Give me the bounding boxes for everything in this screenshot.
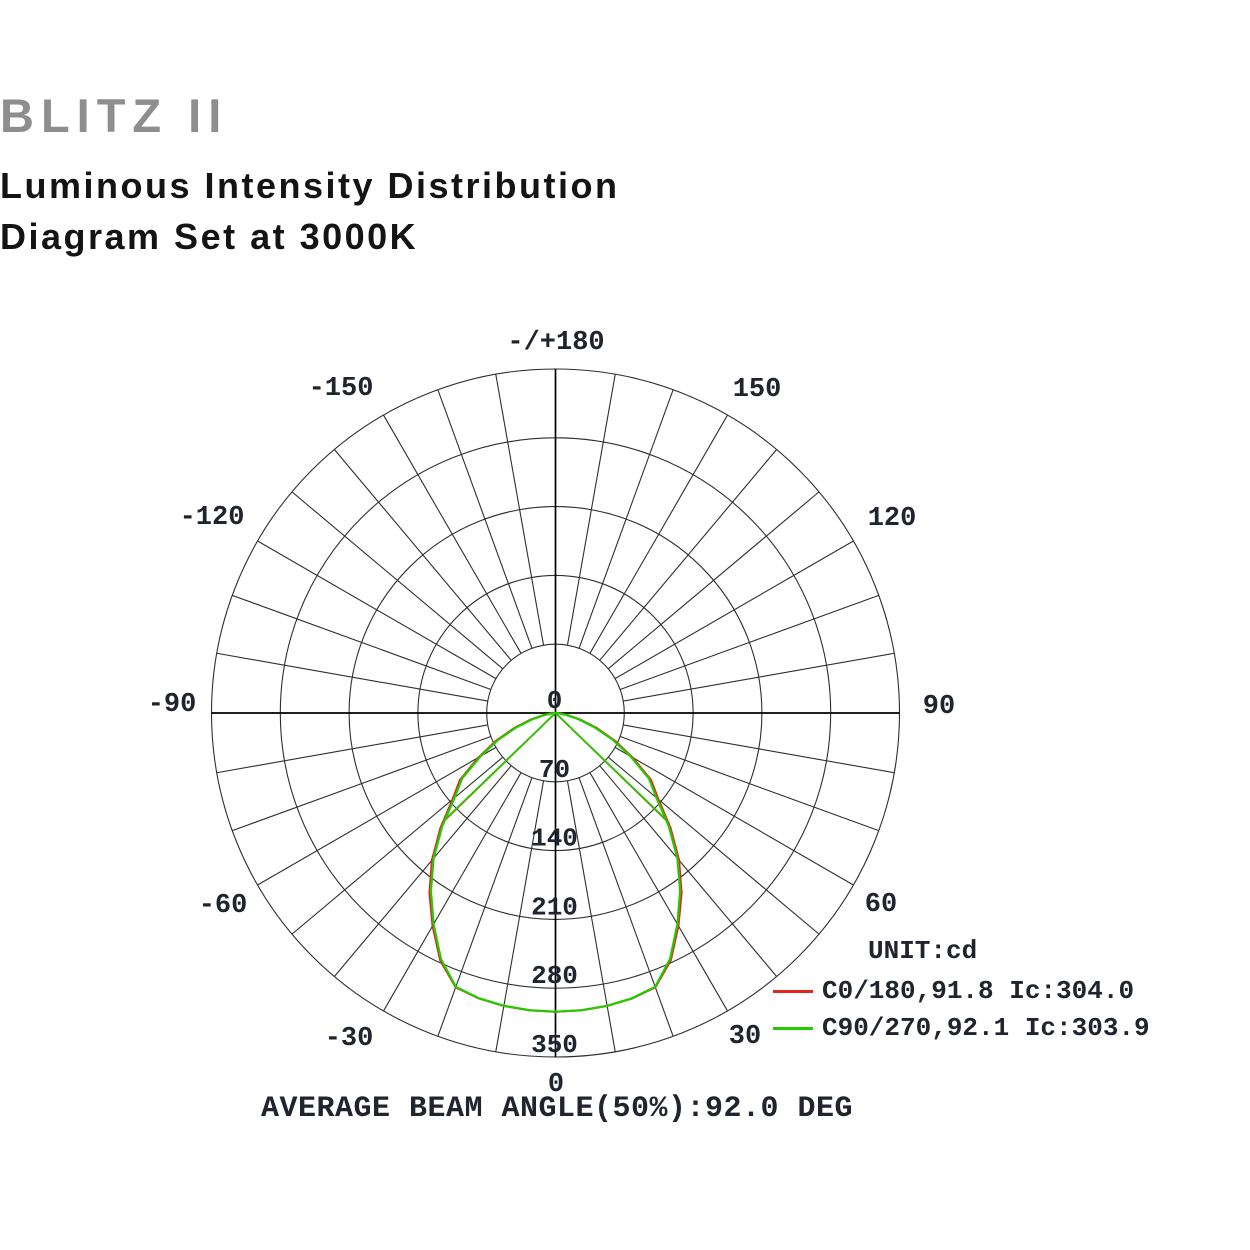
angle-label--90: -90 xyxy=(147,690,197,720)
grid-spoke-290 xyxy=(232,737,491,831)
angle-label-60: 60 xyxy=(864,890,898,920)
angle-label-150: 150 xyxy=(732,375,782,405)
legend-unit-label: UNIT:cd xyxy=(868,936,978,966)
grid-spoke-300 xyxy=(258,747,496,885)
angle-label--30: -30 xyxy=(324,1024,374,1054)
grid-spoke-190 xyxy=(496,374,544,645)
grid-spoke-330 xyxy=(384,773,522,1011)
grid-spoke-140 xyxy=(600,449,777,660)
angle-label-180: -/+180 xyxy=(507,328,605,358)
radial-tick-label-210: 210 xyxy=(531,892,578,923)
angle-label--150: -150 xyxy=(308,374,374,404)
grid-spoke-130 xyxy=(608,492,819,669)
grid-spoke-280 xyxy=(217,725,488,773)
grid-spoke-340 xyxy=(438,778,532,1037)
grid-spoke-260 xyxy=(217,653,488,701)
grid-spoke-20 xyxy=(579,778,673,1037)
radial-tick-label-350: 350 xyxy=(531,1030,578,1060)
angle-label-30: 30 xyxy=(728,1022,762,1052)
angle-label--120: -120 xyxy=(179,503,245,533)
grid-spoke-310 xyxy=(292,757,503,934)
radial-tick-label-70: 70 xyxy=(538,754,571,785)
grid-spoke-220 xyxy=(334,449,511,660)
angle-label-120: 120 xyxy=(867,504,917,534)
grid-spoke-250 xyxy=(232,595,491,689)
c0-180-line-swatch xyxy=(773,990,813,993)
radial-tick-label-0: 0 xyxy=(546,686,563,716)
grid-spoke-170 xyxy=(567,374,615,645)
radial-tick-label-140: 140 xyxy=(531,823,578,854)
angle-label-0: 0 xyxy=(547,1070,565,1100)
grid-spoke-320 xyxy=(334,766,511,977)
diagram-subtitle-line1: Luminous Intensity Distribution xyxy=(0,165,620,206)
grid-spoke-210 xyxy=(384,415,522,653)
grid-spoke-70 xyxy=(620,737,879,831)
product-title: BLITZ II xyxy=(0,89,229,142)
grid-spoke-40 xyxy=(600,766,777,977)
grid-spoke-150 xyxy=(590,415,728,653)
grid-spoke-100 xyxy=(623,653,894,701)
grid-spoke-200 xyxy=(438,390,532,649)
grid-spoke-240 xyxy=(258,541,496,679)
angle-label--60: -60 xyxy=(198,891,248,921)
grid-spoke-50 xyxy=(608,757,819,934)
c90-270-line-swatch xyxy=(773,1027,813,1030)
grid-spoke-120 xyxy=(615,541,853,679)
angle-label-90: 90 xyxy=(922,692,956,722)
grid-spoke-110 xyxy=(620,595,879,689)
legend-entry-c90-270 xyxy=(773,1013,1150,1043)
grid-spoke-80 xyxy=(623,725,894,773)
grid-spoke-60 xyxy=(615,747,853,885)
radial-tick-label-280: 280 xyxy=(531,961,578,992)
c90-270-legend-label: C90/270,92.1 Ic:303.9 xyxy=(822,1013,1150,1043)
beam-angle-note: AVERAGE BEAM ANGLE(50%):92.0 DEG xyxy=(260,1092,854,1126)
grid-spoke-230 xyxy=(292,492,503,669)
grid-spoke-30 xyxy=(590,773,728,1011)
grid-spoke-160 xyxy=(579,390,673,649)
c0-180-legend-label: C0/180,91.8 Ic:304.0 xyxy=(822,976,1135,1006)
legend-entry-c0-180 xyxy=(773,976,1134,1006)
diagram-subtitle-line2: Diagram Set at 3000K xyxy=(0,216,419,257)
